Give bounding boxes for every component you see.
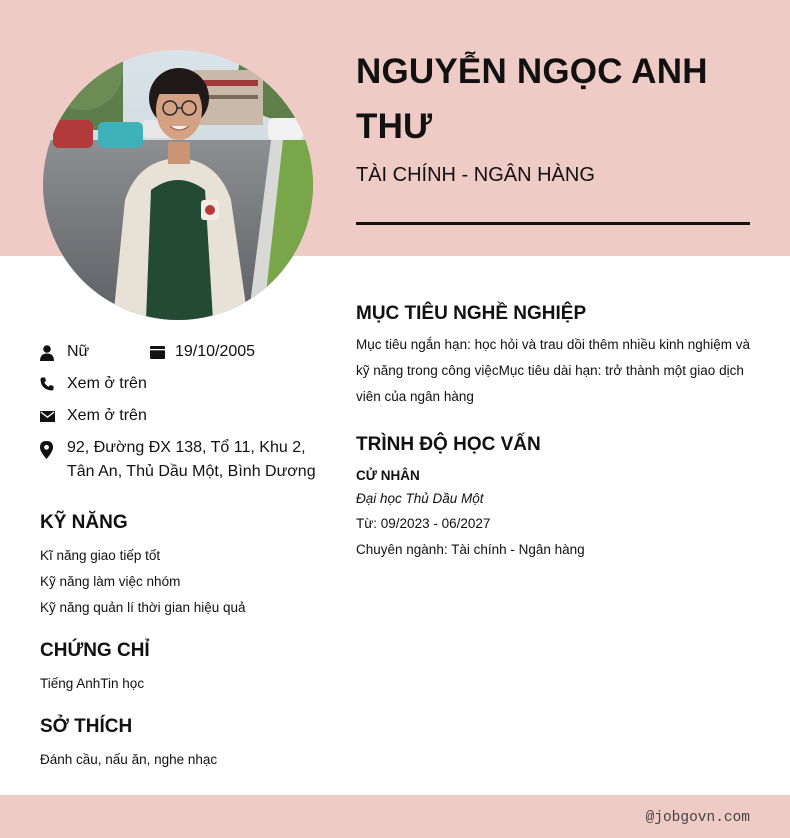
education-period: Từ: 09/2023 - 06/2027 xyxy=(356,516,491,531)
education-degree: CỬ NHÂN xyxy=(356,468,420,483)
address-row xyxy=(40,436,320,484)
skill-item: Kỹ năng quản lí thời gian hiệu quả xyxy=(40,600,246,615)
certificates-text: Tiếng AnhTin học xyxy=(40,676,145,691)
phone-row xyxy=(40,372,147,396)
dob-row xyxy=(150,340,255,364)
person-icon xyxy=(40,340,67,361)
gender-value: Nữ xyxy=(67,343,90,360)
phone-value: Xem ở trên xyxy=(67,375,147,392)
education-school: Đại học Thủ Dầu Một xyxy=(356,491,484,506)
objective-text: Mục tiêu ngắn hạn: học hỏi và trau dồi thêm nhiều kinh nghiệm và kỹ năng trong công việcMục tiêu dài hạn: trở thành một giao dịch viên của ngân hàng xyxy=(356,337,750,404)
phone-icon xyxy=(40,372,67,391)
hobbies-text: Đánh cầu, nấu ăn, nghe nhạc xyxy=(40,752,218,767)
skill-item: Kỹ năng làm việc nhóm xyxy=(40,574,181,589)
email-row xyxy=(40,404,147,428)
footer-brand: @jobgovn.com xyxy=(645,810,750,826)
hobbies-heading: SỞ THÍCH xyxy=(40,716,133,737)
objective-heading: MỤC TIÊU NGHỀ NGHIỆP xyxy=(356,303,587,324)
dob-value: 19/10/2005 xyxy=(175,343,256,360)
skill-item: Kĩ năng giao tiếp tốt xyxy=(40,548,161,563)
address-value: 92, Đường ĐX 138, Tổ 11, Khu 2, Tân An, Thủ Dầu Một, Bình Dương xyxy=(67,439,316,480)
location-pin-icon xyxy=(40,436,67,459)
title-divider xyxy=(356,222,750,225)
education-major: Chuyên ngành: Tài chính - Ngân hàng xyxy=(356,542,585,557)
email-value: Xem ở trên xyxy=(67,407,147,424)
skills-heading: KỸ NĂNG xyxy=(40,512,128,533)
calendar-icon xyxy=(150,346,175,359)
profile-photo xyxy=(43,50,313,320)
job-title: TÀI CHÍNH - NGÂN HÀNG xyxy=(356,164,595,186)
education-heading: TRÌNH ĐỘ HỌC VẤN xyxy=(356,434,541,455)
email-icon xyxy=(40,404,67,422)
certificates-heading: CHỨNG CHỈ xyxy=(40,640,150,661)
candidate-name: NGUYỄN NGỌC ANH THƯ xyxy=(356,52,708,146)
gender-row xyxy=(40,340,89,364)
